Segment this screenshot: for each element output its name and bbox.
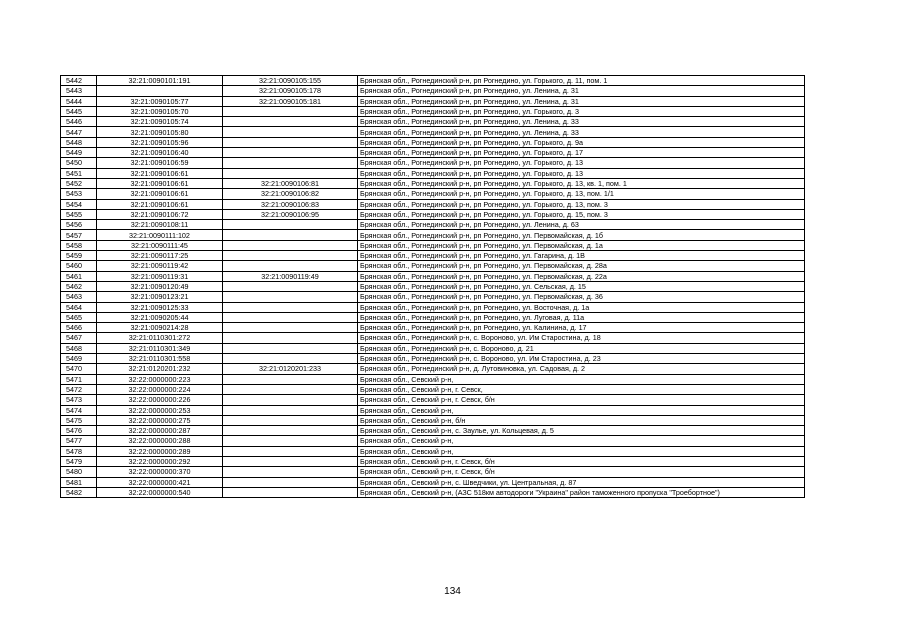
cadastral-number-cell: 32:21:0090106:61 bbox=[97, 168, 223, 178]
table-row bbox=[61, 199, 805, 209]
cadastral-number-cell: 32:21:0090119:31 bbox=[97, 271, 223, 281]
related-cadastral-number-cell bbox=[223, 261, 358, 271]
row-number-cell: 5442 bbox=[61, 76, 97, 86]
table-row bbox=[61, 261, 805, 271]
address-cell: Брянская обл., Рогнединский р-н, рп Рогнедино, ул. Ленина, д. 33 bbox=[358, 127, 805, 137]
related-cadastral-number-cell: 32:21:0090105:178 bbox=[223, 86, 358, 96]
row-number-cell: 5477 bbox=[61, 436, 97, 446]
address-cell: Брянская обл., Рогнединский р-н, рп Рогнедино, ул. Ленина, д. 31 bbox=[358, 86, 805, 96]
address-cell: Брянская обл., Рогнединский р-н, рп Рогнедино, ул. Горького, д. 17 bbox=[358, 148, 805, 158]
row-number-cell: 5473 bbox=[61, 395, 97, 405]
table-row bbox=[61, 240, 805, 250]
row-number-cell: 5458 bbox=[61, 240, 97, 250]
related-cadastral-number-cell bbox=[223, 281, 358, 291]
cadastral-number-cell: 32:22:0000000:253 bbox=[97, 405, 223, 415]
table-row bbox=[61, 477, 805, 487]
related-cadastral-number-cell: 32:21:0120201:233 bbox=[223, 364, 358, 374]
cadastral-number-cell: 32:21:0090120:49 bbox=[97, 281, 223, 291]
table-row bbox=[61, 354, 805, 364]
cadastral-number-cell: 32:22:0000000:292 bbox=[97, 456, 223, 466]
table-row bbox=[61, 251, 805, 261]
related-cadastral-number-cell bbox=[223, 446, 358, 456]
related-cadastral-number-cell bbox=[223, 168, 358, 178]
table-row bbox=[61, 312, 805, 322]
cadastral-number-cell: 32:21:0090125:33 bbox=[97, 302, 223, 312]
address-cell: Брянская обл., Севский р-н, (АЗС 518км автодороги "Украина" район таможенного пропуска "Троебортное") bbox=[358, 487, 805, 497]
table-row bbox=[61, 106, 805, 116]
cadastral-number-cell: 32:21:0090111:45 bbox=[97, 240, 223, 250]
table-row bbox=[61, 220, 805, 230]
row-number-cell: 5462 bbox=[61, 281, 97, 291]
related-cadastral-number-cell bbox=[223, 456, 358, 466]
address-cell: Брянская обл., Севский р-н, с. Шведчики, ул. Центральная, д. 87 bbox=[358, 477, 805, 487]
table-row bbox=[61, 405, 805, 415]
related-cadastral-number-cell bbox=[223, 395, 358, 405]
related-cadastral-number-cell: 32:21:0090105:155 bbox=[223, 76, 358, 86]
row-number-cell: 5468 bbox=[61, 343, 97, 353]
cadastral-number-cell: 32:22:0000000:289 bbox=[97, 446, 223, 456]
table-row bbox=[61, 96, 805, 106]
row-number-cell: 5472 bbox=[61, 384, 97, 394]
registry-table bbox=[60, 75, 805, 498]
row-number-cell: 5456 bbox=[61, 220, 97, 230]
address-cell: Брянская обл., Рогнединский р-н, д. Лутовиновка, ул. Садовая, д. 2 bbox=[358, 364, 805, 374]
cadastral-number-cell: 32:21:0090106:40 bbox=[97, 148, 223, 158]
related-cadastral-number-cell bbox=[223, 148, 358, 158]
address-cell: Брянская обл., Севский р-н, bbox=[358, 436, 805, 446]
address-cell: Брянская обл., Рогнединский р-н, рп Рогнедино, ул. Гагарина, д. 1В bbox=[358, 251, 805, 261]
related-cadastral-number-cell bbox=[223, 220, 358, 230]
row-number-cell: 5467 bbox=[61, 333, 97, 343]
cadastral-number-cell: 32:22:0000000:370 bbox=[97, 467, 223, 477]
related-cadastral-number-cell: 32:21:0090106:81 bbox=[223, 178, 358, 188]
cadastral-number-cell: 32:21:0090106:61 bbox=[97, 178, 223, 188]
address-cell: Брянская обл., Рогнединский р-н, с. Вороново, ул. Им Старостина, д. 18 bbox=[358, 333, 805, 343]
address-cell: Брянская обл., Рогнединский р-н, рп Рогнедино, ул. Первомайская, д. 1а bbox=[358, 240, 805, 250]
address-cell: Брянская обл., Севский р-н, г. Севск, bbox=[358, 384, 805, 394]
row-number-cell: 5481 bbox=[61, 477, 97, 487]
cadastral-number-cell bbox=[97, 86, 223, 96]
address-cell: Брянская обл., Рогнединский р-н, рп Рогнедино, ул. Ленина, д. 31 bbox=[358, 96, 805, 106]
table-row bbox=[61, 302, 805, 312]
address-cell: Брянская обл., Рогнединский р-н, с. Вороново, ул. Им Старостина, д. 23 bbox=[358, 354, 805, 364]
related-cadastral-number-cell bbox=[223, 487, 358, 497]
table-row bbox=[61, 446, 805, 456]
table-row bbox=[61, 384, 805, 394]
table-row bbox=[61, 333, 805, 343]
related-cadastral-number-cell bbox=[223, 230, 358, 240]
table-row bbox=[61, 343, 805, 353]
table-row bbox=[61, 395, 805, 405]
table-row bbox=[61, 487, 805, 497]
row-number-cell: 5466 bbox=[61, 323, 97, 333]
cadastral-number-cell: 32:21:0090117:25 bbox=[97, 251, 223, 261]
related-cadastral-number-cell bbox=[223, 137, 358, 147]
related-cadastral-number-cell bbox=[223, 240, 358, 250]
address-cell: Брянская обл., Рогнединский р-н, рп Рогнедино, ул. Горького, д. 13, пом. 3 bbox=[358, 199, 805, 209]
table-row bbox=[61, 467, 805, 477]
row-number-cell: 5457 bbox=[61, 230, 97, 240]
related-cadastral-number-cell bbox=[223, 106, 358, 116]
table-row bbox=[61, 158, 805, 168]
table-row bbox=[61, 137, 805, 147]
row-number-cell: 5452 bbox=[61, 178, 97, 188]
table-row bbox=[61, 281, 805, 291]
row-number-cell: 5454 bbox=[61, 199, 97, 209]
table-row bbox=[61, 209, 805, 219]
related-cadastral-number-cell: 32:21:0090106:95 bbox=[223, 209, 358, 219]
row-number-cell: 5480 bbox=[61, 467, 97, 477]
cadastral-number-cell: 32:21:0090105:96 bbox=[97, 137, 223, 147]
related-cadastral-number-cell bbox=[223, 354, 358, 364]
table-row bbox=[61, 374, 805, 384]
related-cadastral-number-cell bbox=[223, 333, 358, 343]
row-number-cell: 5444 bbox=[61, 96, 97, 106]
row-number-cell: 5446 bbox=[61, 117, 97, 127]
address-cell: Брянская обл., Рогнединский р-н, рп Рогнедино, ул. Восточная, д. 1а bbox=[358, 302, 805, 312]
cadastral-number-cell: 32:22:0000000:275 bbox=[97, 415, 223, 425]
row-number-cell: 5476 bbox=[61, 426, 97, 436]
cadastral-number-cell: 32:21:0090105:74 bbox=[97, 117, 223, 127]
related-cadastral-number-cell: 32:21:0090105:181 bbox=[223, 96, 358, 106]
address-cell: Брянская обл., Севский р-н, bbox=[358, 374, 805, 384]
cadastral-number-cell: 32:21:0090105:80 bbox=[97, 127, 223, 137]
cadastral-number-cell: 32:21:0090106:59 bbox=[97, 158, 223, 168]
cadastral-number-cell: 32:21:0090106:61 bbox=[97, 199, 223, 209]
cadastral-number-cell: 32:21:0110301:349 bbox=[97, 343, 223, 353]
cadastral-number-cell: 32:21:0110301:272 bbox=[97, 333, 223, 343]
related-cadastral-number-cell bbox=[223, 477, 358, 487]
address-cell: Брянская обл., Севский р-н, bbox=[358, 446, 805, 456]
cadastral-number-cell: 32:21:0090105:70 bbox=[97, 106, 223, 116]
row-number-cell: 5451 bbox=[61, 168, 97, 178]
table-row bbox=[61, 456, 805, 466]
address-cell: Брянская обл., Рогнединский р-н, рп Рогнедино, ул. Первомайская, д. 22а bbox=[358, 271, 805, 281]
address-cell: Брянская обл., Рогнединский р-н, рп Рогнедино, ул. Горького, д. 13, пом. 1/1 bbox=[358, 189, 805, 199]
related-cadastral-number-cell bbox=[223, 374, 358, 384]
related-cadastral-number-cell bbox=[223, 117, 358, 127]
row-number-cell: 5448 bbox=[61, 137, 97, 147]
related-cadastral-number-cell bbox=[223, 426, 358, 436]
registry-table-body bbox=[61, 76, 805, 498]
address-cell: Брянская обл., Севский р-н, с. Заулье, ул. Кольцевая, д. 5 bbox=[358, 426, 805, 436]
address-cell: Брянская обл., Севский р-н, г. Севск, б/н bbox=[358, 395, 805, 405]
row-number-cell: 5474 bbox=[61, 405, 97, 415]
table-row bbox=[61, 364, 805, 374]
address-cell: Брянская обл., Рогнединский р-н, рп Рогнедино, ул. Первомайская, д. 1б bbox=[358, 230, 805, 240]
cadastral-number-cell: 32:22:0000000:226 bbox=[97, 395, 223, 405]
cadastral-number-cell: 32:21:0090205:44 bbox=[97, 312, 223, 322]
related-cadastral-number-cell: 32:21:0090119:49 bbox=[223, 271, 358, 281]
row-number-cell: 5470 bbox=[61, 364, 97, 374]
address-cell: Брянская обл., Рогнединский р-н, рп Рогнедино, ул. Ленина, д. 33 bbox=[358, 117, 805, 127]
row-number-cell: 5479 bbox=[61, 456, 97, 466]
row-number-cell: 5464 bbox=[61, 302, 97, 312]
table-row bbox=[61, 436, 805, 446]
cadastral-number-cell: 32:21:0120201:232 bbox=[97, 364, 223, 374]
table-row bbox=[61, 189, 805, 199]
cadastral-number-cell: 32:21:0090214:28 bbox=[97, 323, 223, 333]
row-number-cell: 5447 bbox=[61, 127, 97, 137]
address-cell: Брянская обл., Рогнединский р-н, рп Рогнедино, ул. Сельская, д. 15 bbox=[358, 281, 805, 291]
cadastral-number-cell: 32:21:0090101:191 bbox=[97, 76, 223, 86]
row-number-cell: 5478 bbox=[61, 446, 97, 456]
cadastral-number-cell: 32:22:0000000:540 bbox=[97, 487, 223, 497]
table-row bbox=[61, 117, 805, 127]
related-cadastral-number-cell bbox=[223, 343, 358, 353]
address-cell: Брянская обл., Севский р-н, г. Севск, б/н bbox=[358, 467, 805, 477]
related-cadastral-number-cell: 32:21:0090106:82 bbox=[223, 189, 358, 199]
related-cadastral-number-cell bbox=[223, 302, 358, 312]
table-row bbox=[61, 127, 805, 137]
cadastral-number-cell: 32:21:0090123:21 bbox=[97, 292, 223, 302]
cadastral-number-cell: 32:22:0000000:287 bbox=[97, 426, 223, 436]
address-cell: Брянская обл., Рогнединский р-н, рп Рогнедино, ул. Горького, д. 11, пом. 1 bbox=[358, 76, 805, 86]
address-cell: Брянская обл., Рогнединский р-н, рп Рогнедино, ул. Горького, д. 13 bbox=[358, 168, 805, 178]
row-number-cell: 5461 bbox=[61, 271, 97, 281]
address-cell: Брянская обл., Рогнединский р-н, рп Рогнедино, ул. Луговая, д. 11а bbox=[358, 312, 805, 322]
cadastral-number-cell: 32:21:0110301:558 bbox=[97, 354, 223, 364]
cadastral-number-cell: 32:22:0000000:421 bbox=[97, 477, 223, 487]
address-cell: Брянская обл., Севский р-н, bbox=[358, 405, 805, 415]
related-cadastral-number-cell bbox=[223, 384, 358, 394]
related-cadastral-number-cell bbox=[223, 292, 358, 302]
cadastral-number-cell: 32:21:0090106:61 bbox=[97, 189, 223, 199]
address-cell: Брянская обл., Рогнединский р-н, рп Рогнедино, ул. Калинина, д. 17 bbox=[358, 323, 805, 333]
row-number-cell: 5469 bbox=[61, 354, 97, 364]
address-cell: Брянская обл., Рогнединский р-н, рп Рогнедино, ул. Горького, д. 9а bbox=[358, 137, 805, 147]
table-row bbox=[61, 178, 805, 188]
row-number-cell: 5445 bbox=[61, 106, 97, 116]
table-row bbox=[61, 76, 805, 86]
address-cell: Брянская обл., Севский р-н, г. Севск, б/н bbox=[358, 456, 805, 466]
row-number-cell: 5453 bbox=[61, 189, 97, 199]
table-row bbox=[61, 148, 805, 158]
related-cadastral-number-cell bbox=[223, 158, 358, 168]
related-cadastral-number-cell: 32:21:0090106:83 bbox=[223, 199, 358, 209]
cadastral-number-cell: 32:21:0090111:102 bbox=[97, 230, 223, 240]
address-cell: Брянская обл., Рогнединский р-н, с. Вороново, д. 21 bbox=[358, 343, 805, 353]
related-cadastral-number-cell bbox=[223, 323, 358, 333]
table-row bbox=[61, 230, 805, 240]
related-cadastral-number-cell bbox=[223, 467, 358, 477]
cadastral-number-cell: 32:21:0090108:11 bbox=[97, 220, 223, 230]
cadastral-number-cell: 32:21:0090106:72 bbox=[97, 209, 223, 219]
address-cell: Брянская обл., Рогнединский р-н, рп Рогнедино, ул. Горького, д. 13 bbox=[358, 158, 805, 168]
table-row bbox=[61, 271, 805, 281]
row-number-cell: 5455 bbox=[61, 209, 97, 219]
cadastral-number-cell: 32:22:0000000:288 bbox=[97, 436, 223, 446]
table-row bbox=[61, 323, 805, 333]
row-number-cell: 5482 bbox=[61, 487, 97, 497]
table-row bbox=[61, 415, 805, 425]
cadastral-number-cell: 32:21:0090105:77 bbox=[97, 96, 223, 106]
related-cadastral-number-cell bbox=[223, 312, 358, 322]
row-number-cell: 5459 bbox=[61, 251, 97, 261]
table-row bbox=[61, 168, 805, 178]
related-cadastral-number-cell bbox=[223, 415, 358, 425]
table-row bbox=[61, 86, 805, 96]
table-row bbox=[61, 292, 805, 302]
row-number-cell: 5465 bbox=[61, 312, 97, 322]
related-cadastral-number-cell bbox=[223, 405, 358, 415]
address-cell: Брянская обл., Рогнединский р-н, рп Рогнедино, ул. Первомайская, д. 36 bbox=[358, 292, 805, 302]
related-cadastral-number-cell bbox=[223, 127, 358, 137]
address-cell: Брянская обл., Севский р-н, б/н bbox=[358, 415, 805, 425]
related-cadastral-number-cell bbox=[223, 436, 358, 446]
related-cadastral-number-cell bbox=[223, 251, 358, 261]
address-cell: Брянская обл., Рогнединский р-н, рп Рогнедино, ул. Горького, д. 15, пом. 3 bbox=[358, 209, 805, 219]
row-number-cell: 5475 bbox=[61, 415, 97, 425]
row-number-cell: 5450 bbox=[61, 158, 97, 168]
table-row bbox=[61, 426, 805, 436]
cadastral-number-cell: 32:22:0000000:224 bbox=[97, 384, 223, 394]
row-number-cell: 5460 bbox=[61, 261, 97, 271]
address-cell: Брянская обл., Рогнединский р-н, рп Рогнедино, ул. Горького, д. 3 bbox=[358, 106, 805, 116]
address-cell: Брянская обл., Рогнединский р-н, рп Рогнедино, ул. Горького, д. 13, кв. 1, пом. 1 bbox=[358, 178, 805, 188]
cadastral-number-cell: 32:22:0000000:223 bbox=[97, 374, 223, 384]
address-cell: Брянская обл., Рогнединский р-н, рп Рогнедино, ул. Ленина, д. 63 bbox=[358, 220, 805, 230]
row-number-cell: 5471 bbox=[61, 374, 97, 384]
row-number-cell: 5443 bbox=[61, 86, 97, 96]
address-cell: Брянская обл., Рогнединский р-н, рп Рогнедино, ул. Первомайская, д. 28а bbox=[358, 261, 805, 271]
page-number: 134 bbox=[444, 586, 461, 597]
cadastral-number-cell: 32:21:0090119:42 bbox=[97, 261, 223, 271]
row-number-cell: 5449 bbox=[61, 148, 97, 158]
row-number-cell: 5463 bbox=[61, 292, 97, 302]
